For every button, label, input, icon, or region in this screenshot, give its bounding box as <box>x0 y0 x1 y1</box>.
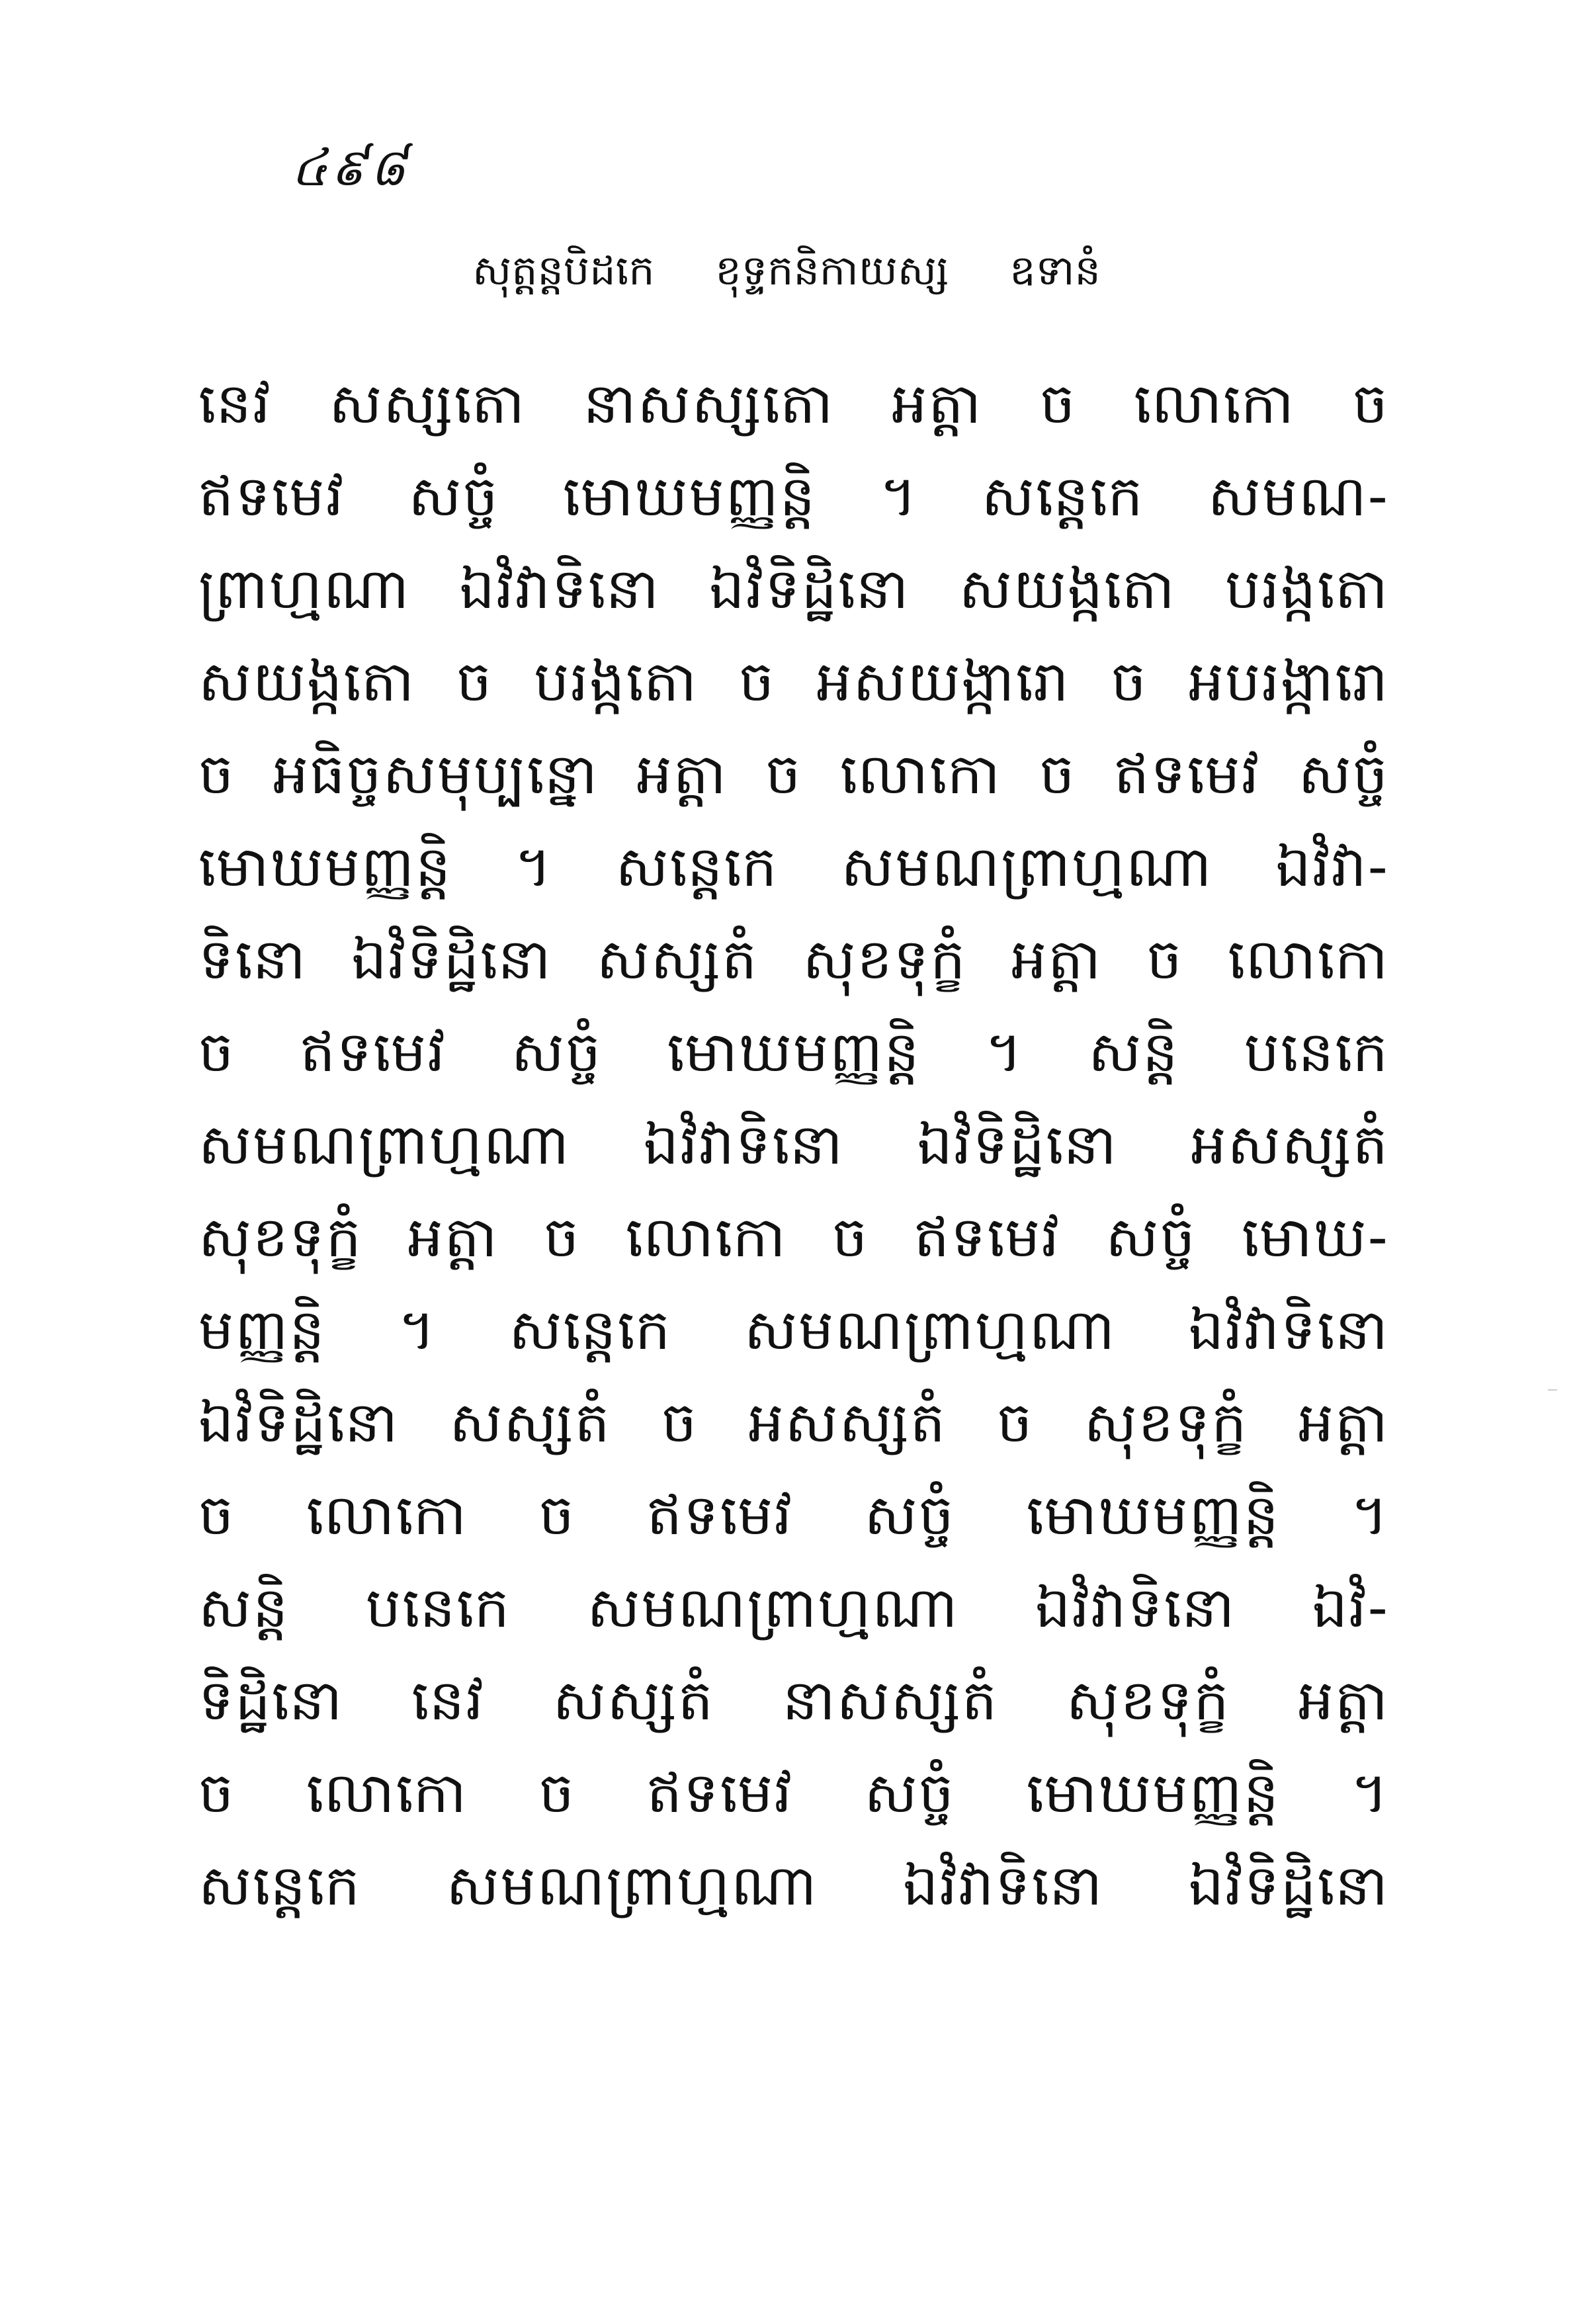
text-line: សុខទុក្ខំ អត្តា ច លោកោ ច ឥទមេវ សច្ចំ មោឃ- <box>198 1205 1389 1270</box>
text-line: សមណព្រាហ្មណា ឯវំវាទិនោ ឯវំទិដ្ឋិនោ អសស្សតំ <box>198 1112 1389 1177</box>
text-line: ច អធិច្ចសមុប្បន្នោ អត្តា ច លោកោ ច ឥទមេវ សច្ចំ <box>198 742 1389 806</box>
text-line: ព្រាហ្មណា ឯវំវាទិនោ ឯវំទិដ្ឋិនោ សយង្កតោ បរង្កតោ <box>198 556 1389 621</box>
text-line: ច ឥទមេវ សច្ចំ មោឃមញ្ញន្តិ ។ សន្តិ បនេកេ <box>198 1019 1389 1084</box>
text-line: ច លោកោ ច ឥទមេវ សច្ចំ មោឃមញ្ញន្តិ ។ <box>198 1760 1389 1825</box>
text-line: ច លោកោ ច ឥទមេវ សច្ចំ មោឃមញ្ញន្តិ ។ <box>198 1483 1389 1547</box>
text-line: នេវ សស្សតោ នាសស្សតោ អត្តា ច លោកោ ច <box>198 371 1389 436</box>
text-line: សន្តិ បនេកេ សមណព្រាហ្មណា ឯវំវាទិនោ ឯវំ- <box>198 1575 1389 1640</box>
header-nikaya: ខុទ្ទកនិកាយស្ស <box>715 246 949 294</box>
text-line: មញ្ញន្តិ ។ សន្តេកេ សមណព្រាហ្មណា ឯវំវាទិនោ <box>198 1297 1389 1362</box>
text-line: សយង្កតោ ច បរង្កតោ ច អសយង្ការោ ច អបរង្ការោ <box>198 649 1389 714</box>
text-line: ឯវំទិដ្ឋិនោ សស្សតំ ច អសស្សតំ ច សុខទុក្ខំ អត្តា <box>198 1390 1389 1455</box>
body-text <box>198 357 1389 1932</box>
text-line: ទិដ្ឋិនោ នេវ សស្សតំ នាសស្សតំ សុខទុក្ខំ អត្តា <box>198 1668 1389 1733</box>
text-line: សន្តេកេ សមណព្រាហ្មណា ឯវំវាទិនោ ឯវំទិដ្ឋិនោ <box>198 1853 1389 1918</box>
header-collection: សុត្តន្តបិដកេ <box>472 246 655 294</box>
running-header <box>0 245 1573 305</box>
margin-mark <box>1548 1389 1557 1391</box>
page-number: ៤៩៨ <box>291 138 409 198</box>
text-line: មោឃមញ្ញន្តិ ។ សន្តេកេ សមណព្រាហ្មណា ឯវំវា- <box>198 834 1389 899</box>
text-line: ទិនោ ឯវំទិដ្ឋិនោ សស្សតំ សុខទុក្ខំ អត្តា ច លោកោ <box>198 927 1389 992</box>
text-line: ឥទមេវ សច្ចំ មោឃមញ្ញន្តិ ។ សន្តេកេ សមណ- <box>198 464 1389 529</box>
header-book: ឧទានំ <box>1009 246 1101 294</box>
